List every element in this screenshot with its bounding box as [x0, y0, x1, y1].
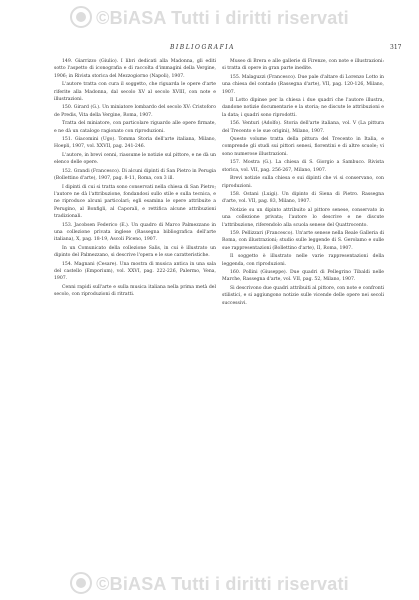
paragraph: Notizie su un dipinto attribuito al pittore senese, conservato in una collezione privata; l'autore lo descrive e ne discute l'attribuzione, riferendolo alla scuola senese del Quattrocento.: [222, 207, 384, 228]
paragraph: Tratta del miniatore, con particolare riguardo alle opere firmate, e ne dà un catalogo ragionato con riproduzioni.: [54, 121, 216, 134]
paragraph: 158. Ostani (Luigi). Un dipinto di Siena di Pietro. Rassegna d'arte, vol. VII, pag. 83, Milano, 1907.: [222, 191, 384, 205]
watermark-top: [0, 6, 419, 29]
page-number: 317: [390, 44, 402, 51]
paragraph: Cenni rapidi sull'arte e sulla musica italiana nella prima metà del secolo, con riproduzioni di ritratti.: [54, 284, 216, 298]
watermark-bottom-text: ©BiASA Tutti i diritti riservati: [96, 574, 349, 594]
paragraph: Brevi notizie sulla chiesa e sui dipinti che vi si conservano, con riproduzioni.: [222, 176, 384, 189]
paragraph: 151. Giacomini (Ugo). Tomma Storia dell'arte italiana, Milano, Hoepli, 1907, vol. XXVII, pag. 241-246.: [54, 137, 216, 150]
paragraph: 155. Malaguzzi (Francesco). Due pale d'altare di Lorenzo Lotto in una chiesa del contado (Rassegna d'arte), VII, pag. 120-126, Milano, 1907.: [222, 74, 384, 95]
paragraph: Il Lotto dipinse per la chiesa i due quadri che l'autore illustra, dandone notizie documentarie e la storia; ne discute le attribuzioni e la data; i quadri sono riprodotti.: [222, 98, 384, 118]
left-text-column: [54, 58, 216, 300]
paragraph: 159. Pellizzari (Francesco). Un'arte senese nella Reale Galleria di Roma, con illustrazioni; studio sulle leggende di S. Gerolamo e sulle sue rappresentazioni (Bollettino d'arte), II, Roma, 1907.: [222, 230, 384, 251]
paragraph: 153. Jacobsen Federico (E.). Un quadro di Marco Palmezzano in una collezione privata inglese (Rassegna bibliografica dell'arte italiana), X, pag. 18-19, Ascoli Piceno, 1907.: [54, 222, 216, 243]
paragraph: Museo di Brera e alle gallerie di Firenze, con note e illustrazioni: si tratta di opere in gran parte inedite.: [222, 59, 384, 72]
paragraph: 149. Giarrizzo (Giulio). I libri dedicati alla Madonna, gli editi sotto l'aspetto di iconografia e di raccolta d'immagini della Vergine, 1906; in Rivista storica del Mezzogiorno (Napoli), 1907.: [54, 59, 216, 79]
paragraph: 157. Mostra (G.). La chiesa di S. Giorgio a Sambuco. Rivista storica, vol. VII, pag. 256-267, Milano, 1907.: [222, 160, 384, 173]
watermark-top-text: ©BiASA Tutti i diritti riservati: [96, 8, 349, 28]
paragraph: In un Comunicato della collezione Salis, in cui è illustrato un dipinto del Palmezzano, si descrive l'opera e le sue caratteristiche.: [54, 245, 216, 259]
paragraph: Si descrivono due quadri attribuiti al pittore, con note e confronti stilistici, e si aggiungono notizie sulle vicende delle opere nei secoli successivi.: [222, 285, 384, 306]
right-text-column: [222, 58, 384, 308]
paragraph: Questo volume tratta della pittura del Trecento in Italia, e comprende gli studi sui pittori senesi, fiorentini e di altre scuole; vi sono numerose illustrazioni.: [222, 137, 384, 157]
paragraph: L'autore tratta con cura il soggetto, che riguarda le opere d'arte riferite alla Madonna, dal secolo XV al secolo XVIII, con note e illustrazioni.: [54, 82, 216, 103]
running-header-title: BIBLIOGRAFIA: [170, 44, 235, 51]
paragraph: 160. Pollini (Giuseppe). Due quadri di Pellegrino Tibaldi nelle Marche, Rassegna d'arte, vol. VII, pag. 52, Milano, 1907.: [222, 269, 384, 283]
paragraph: 156. Venturi (Adolfo). Storia dell'arte italiana, vol. V (La pittura del Trecento e le sue origini), Milano, 1907.: [222, 121, 384, 134]
paragraph: 152. Grandi (Francesco). Di alcuni dipinti di San Pietro in Perugia (Bollettino d'arte), 1907, pag. 8-11, Roma, con 3 ill.: [54, 168, 217, 182]
paragraph: 154. Magnani (Cesare). Una mostra di musica antica in una sala del castello (Emporium), vol. XXVI, pag. 222-226, Palermo, Vena, 1907.: [54, 261, 216, 282]
biasa-logo-icon: [70, 6, 92, 28]
paragraph: 150. Girard (G.). Un miniatore lombardo del secolo XV: Cristoforo de Predis, Vita della Vergine, Roma, 1907.: [54, 105, 216, 118]
watermark-bottom: [0, 572, 419, 595]
biasa-logo-icon: [70, 572, 92, 594]
paragraph: L'autore, in brevi cenni, riassume le notizie sul pittore, e ne dà un elenco delle opere.: [54, 152, 217, 166]
paragraph: I dipinti di cui si tratta sono conservati nella chiesa di San Pietro; l'autore ne dà l'attribuzione, fondandosi sullo stile e sulla tecnica, e ne riproduce alcuni particolari; egli esamina le opere attribuite a Perugino, al Bonfigli, al Caporali, e rettifica alcune attribuzioni tradizionali.: [54, 184, 216, 220]
paragraph: Il soggetto è illustrato nelle varie rappresentazioni della leggenda, con riproduzioni.: [222, 254, 384, 267]
